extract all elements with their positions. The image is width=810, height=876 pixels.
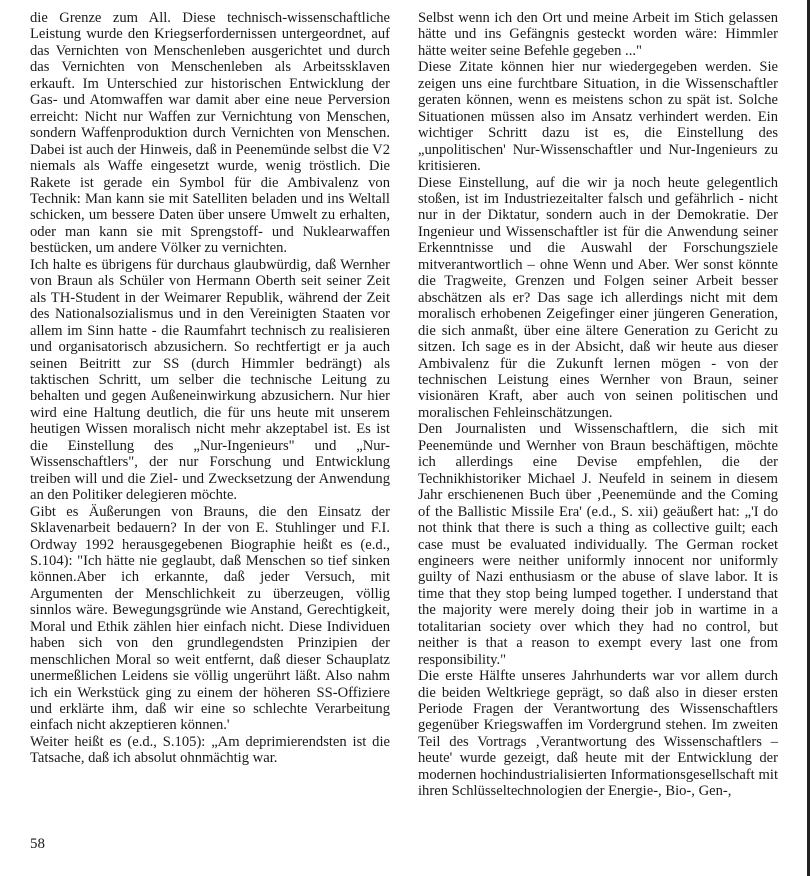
paragraph: Gibt es Äußerungen von Brauns, die den Einsatz der Sklavenarbeit bedauern? In der von E. Stuhlinger und F.I. Ordway 1992 herausgegebenen Biographie heißt es (e.d., S.104): "Ich hätte nie geglaubt, daß Menschen so tief sinken können.Aber ich erkannte, daß jeder Versuch, mit Argumenten der Menschlichkeit zu überzeugen, völlig sinnlos wäre. Bewegungsgründe wie Anstand, Gerechtigkeit, Moral und Ethik zählen hier einfach nicht. Diese Individuen haben sich von den grundlegendsten Prinzipien der menschlichen Moral so weit entfernt, daß dieser Schauplatz unermeßlichen Leidens sie völlig ungerührt läßt. Also nahm ich ein Werkstück ging zu einem der höheren SS-Offiziere und erklärte ihm, daß wir eine so schlechte Verarbeitung einfach nicht akzeptieren können.' [30, 503, 390, 734]
paragraph: die Grenze zum All. Diese technisch-wissenschaftliche Leistung wurde den Kriegserfordernissen untergeordnet, auf das Vernichten von Menschenleben ausgerichtet und durch das Vernichten von Menschenleben als Arbeitssklaven erkauft. Im Unterschied zur historischen Entwicklung der Gas- und Atomwaffen war damit aber eine neue Perversion erreicht: Nicht nur Waffen zur Vernichtung von Menschen, sondern Waffenproduktion durch Vernichten von Menschen. Dabei ist auch der Hinweis, daß in Peenemünde selbst die V2 niemals als Waffe eingesetzt wurde, wenig tröstlich. Die Rakete ist gerade ein Symbol für die Ambivalenz von Technik: Man kann sie mit Satelliten beladen und ins Weltall schicken, um bessere Daten über unsere Umwelt zu erhalten, oder man kann sie mit Sprengstoff- und Nuklearwaffen bestücken, um andere Völker zu vernichten. [30, 10, 390, 257]
paragraph: Selbst wenn ich den Ort und meine Arbeit im Stich gelassen hätte und ins Gefängnis gesteckt worden wäre: Himmler hätte weiter seine Befehle gegeben ..." [418, 10, 778, 59]
paragraph: Diese Zitate können hier nur wiedergegeben werden. Sie zeigen uns eine furchtbare Situation, in die Wissenschaftler geraten können, wenn es meistens schon zu spät ist. Solche Situationen müssen also im Ansatz verhindert werden. Ein wichtiger Schritt dazu ist es, die Einstellung des „unpolitischen' Nur-Wissenschaftler und Nur-Ingenieurs zu kritisieren. [418, 59, 778, 175]
paragraph: Den Journalisten und Wissenschaftlern, die sich mit Peenemünde und Wernher von Braun beschäftigen, möchte ich allerdings eine Devise empfehlen, die der Technikhistoriker Michael J. Neufeld in seinem in diesem Jahr erschienenen Buch über ‚Peenemünde and the Coming of the Ballistic Missile Era' (e.d., S. xii) geäußert hat: „'I do not think that there is such a thing as collective guilt; each case must be evaluated individually. The German rocket engineers were neither uniformly innocent nor uniformly guilty of Nazi enthusiasm or the abuse of slave labor. It is time that they stop being lumped together. I understand that the majority were merely doing their job in wartime in a totalitarian society over which they had no control, but neither is that a reason to exempt every last one from responsibility." [418, 421, 778, 668]
paragraph: Ich halte es übrigens für durchaus glaubwürdig, daß Wernher von Braun als Schüler von Hermann Oberth seit seiner Zeit als TH-Student in der Weimarer Republik, während der Zeit des Nationalsozialismus und in den Vereinigten Staaten vor allem im Sinn hatte - die Raumfahrt technisch zu realisieren und organisatorisch abzusichern. So rechtfertigt er ja auch seinen Beitritt zur SS (durch Himmler bedrängt) als taktischen Schritt, um selber die technische Leitung zu behalten und gegen Außeneinwirkung abzusichern. Nur hier wird eine Haltung deutlich, die für uns heute mit unserem heutigen Wissen moralisch nicht mehr akzeptabel ist. Es ist die Einstellung des „Nur-Ingenieurs" und „Nur-Wissenschaftlers", der nur Forschung und Entwicklung treiben will und die Ziel- und Zwecksetzung der Anwendung an den Politiker delegieren möchte. [30, 256, 390, 504]
paragraph: Weiter heißt es (e.d., S.105): „Am deprimierendsten ist die Tatsache, daß ich absolut ohnmächtig war. [30, 733, 390, 767]
page-number: 58 [30, 836, 45, 852]
left-text-column [30, 10, 390, 767]
paragraph: Die erste Hälfte unseres Jahrhunderts war vor allem durch die beiden Weltkriege geprägt, so daß also in dieser ersten Periode Fragen der Verantwortung des Wissenschaftlers gegenüber Kriegswaffen im Vordergrund stehen. Im zweiten Teil des Vortrags ‚Verantwortung des Wissenschaftlers – heute' wurde gezeigt, daß heute mit der Entwicklung der modernen hochindustrialisierten Informationsgesellschaft mit ihren Schlüsseltechnologien der Energie-, Bio-, Gen-, [418, 668, 778, 800]
paragraph: Diese Einstellung, auf die wir ja noch heute gelegentlich stoßen, ist im Industriezeitalter falsch und gefährlich - nicht nur in der Diktatur, sondern auch in der Demokratie. Der Ingenieur und Wissenschaftler ist für die Anwendung seiner Erkenntnisse und die Auswahl der Forschungsziele mitverantwortlich – ohne Wenn und Aber. Wer sonst könnte die Tragweite, Grenzen und Folgen seiner Arbeit besser abschätzen als er? Das sage ich allerdings nicht mit dem moralisch erhobenen Zeigefinger einer jüngeren Generation, die sich anmaßt, über eine ältere Generation zu Gericht zu sitzen. Ich sage es in der Absicht, daß wir heute aus dieser Ambivalenz für die Zukunft lernen mögen - von der technischen Leistung eines Wernher von Braun, seiner visionären Kraft, aber auch von seinen politischen und moralischen Fehleinschätzungen. [418, 174, 778, 421]
right-text-column [418, 10, 778, 800]
